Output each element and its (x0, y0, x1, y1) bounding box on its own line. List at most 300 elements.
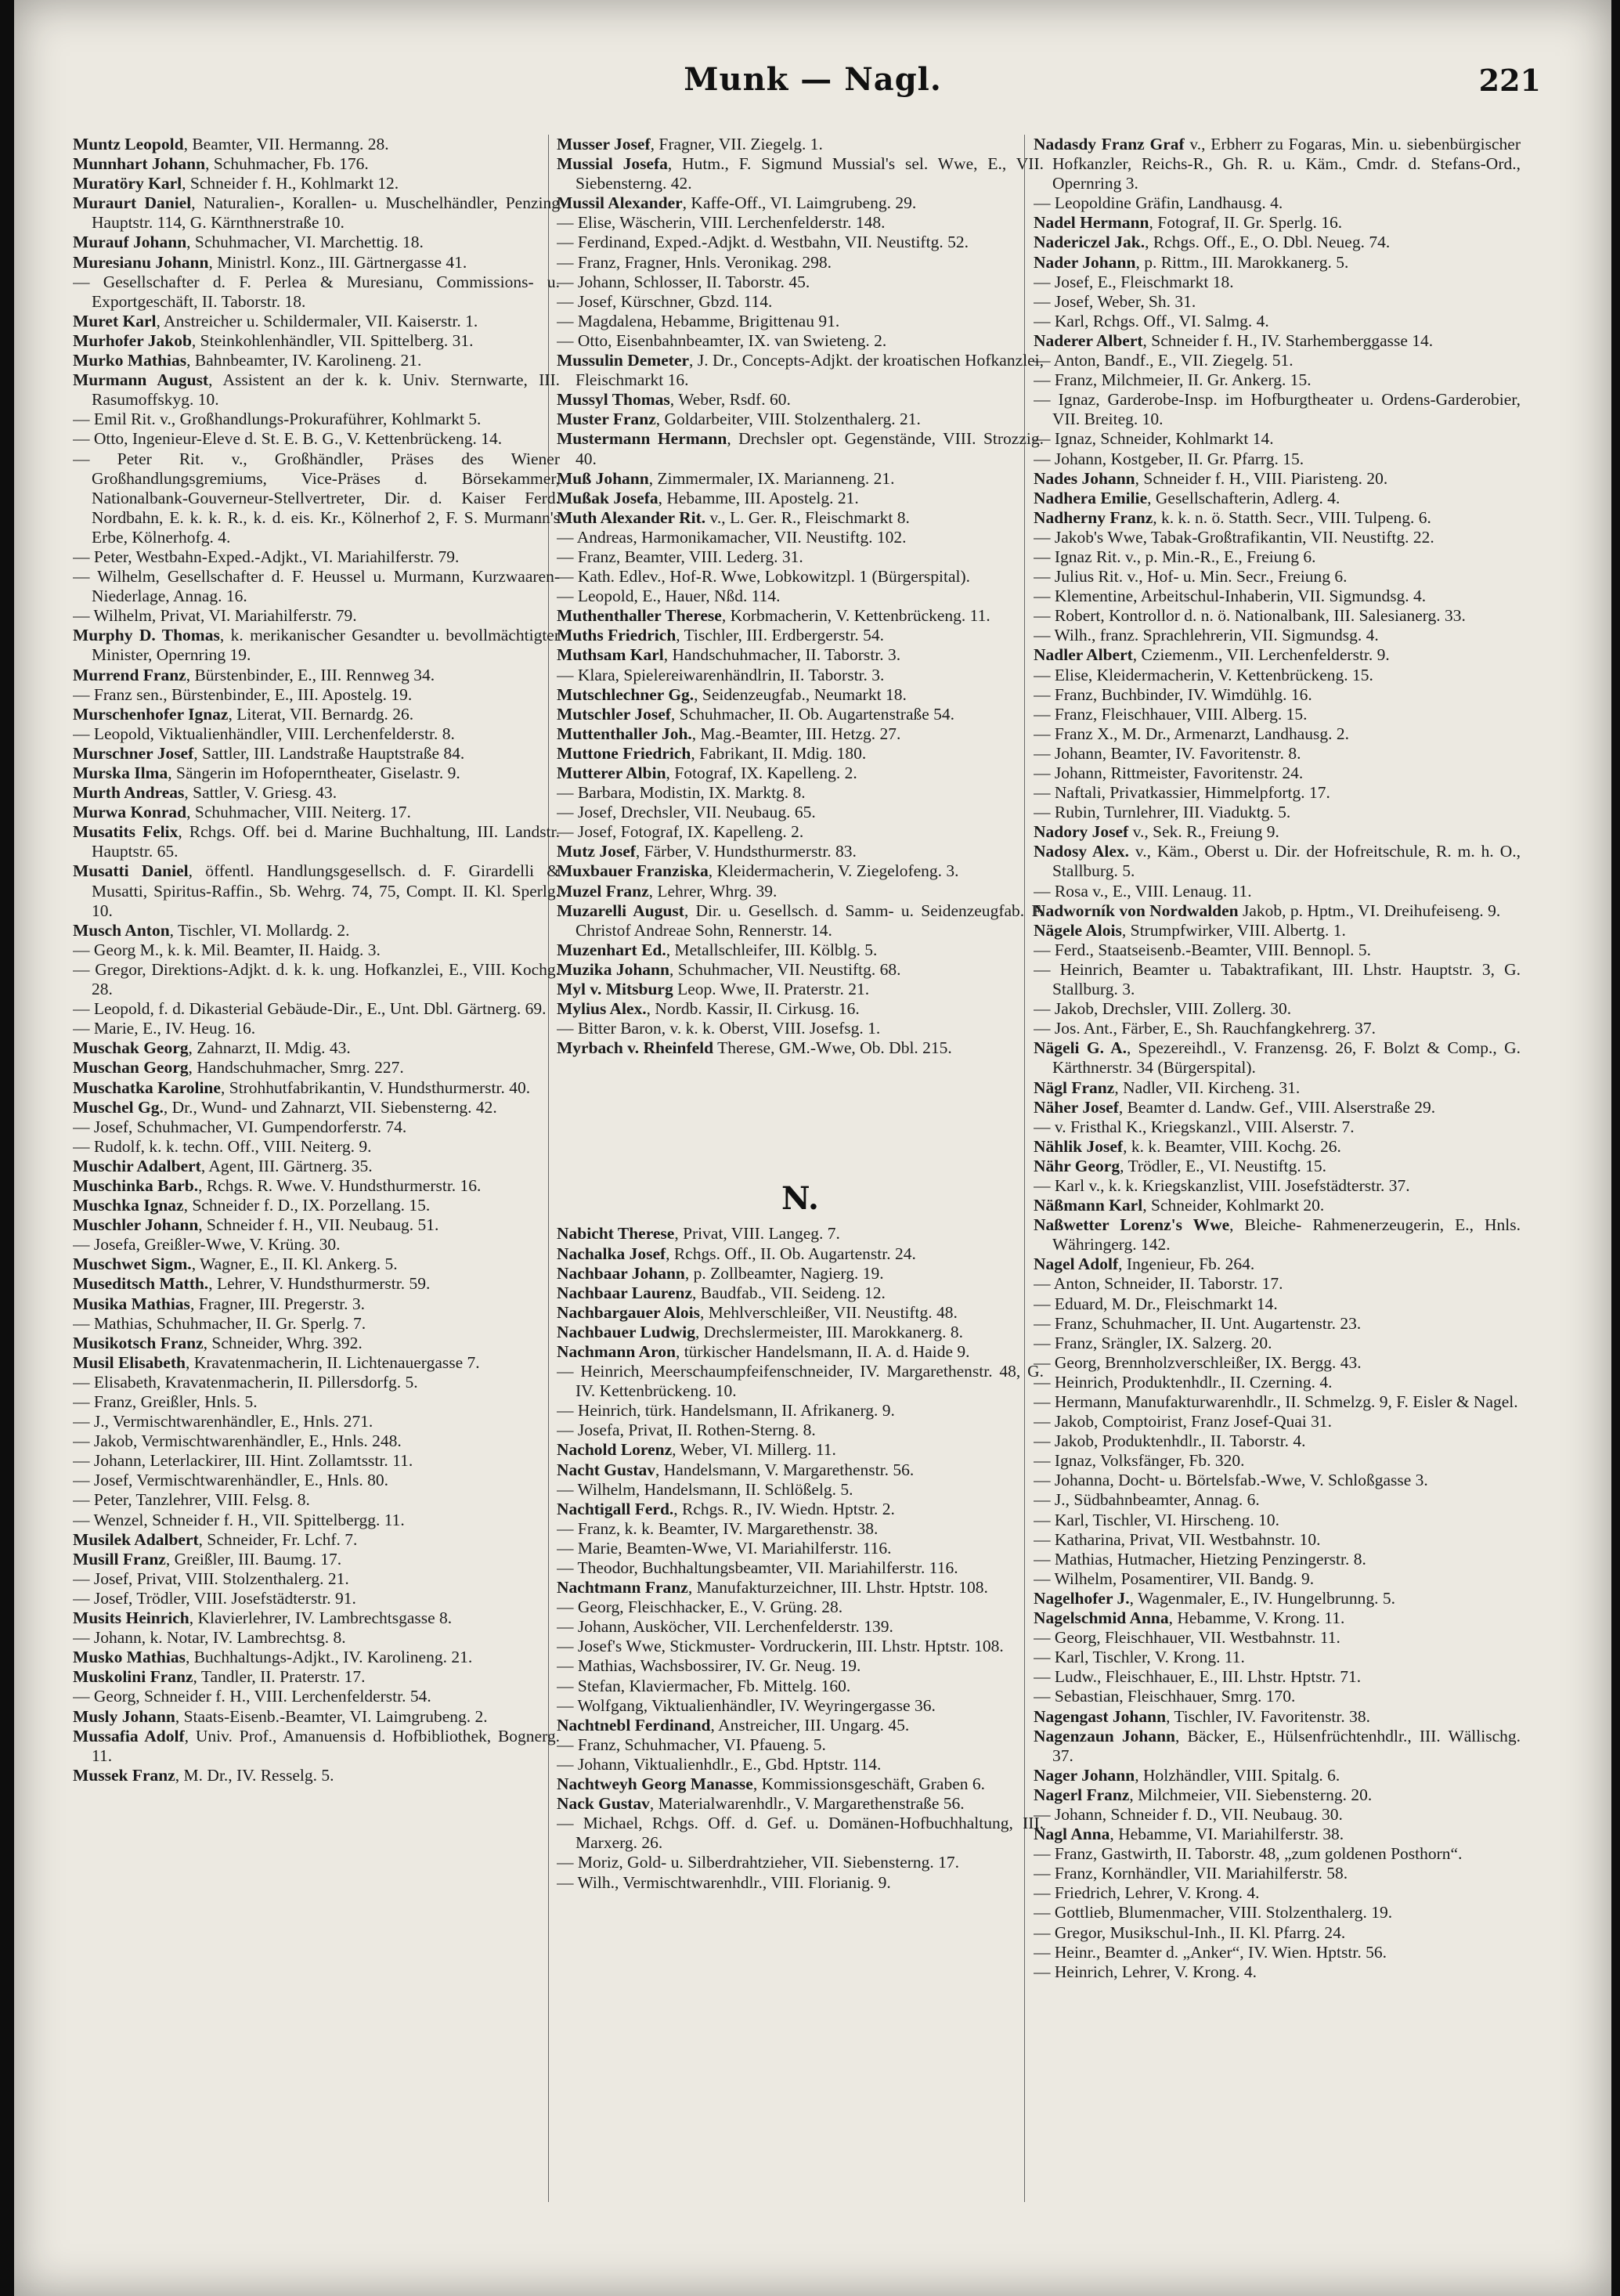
directory-entry (1034, 1883, 1521, 1903)
directory-entry (73, 233, 560, 252)
entry-surname: Nagenzaun Johann (1034, 1726, 1175, 1745)
entry-surname: Nagelhofer J. (1034, 1588, 1130, 1608)
directory-entry (557, 1853, 1044, 1872)
entry-details: , Zahnarzt, II. Mdig. 43. (188, 1038, 351, 1058)
entry-surname: Musill Franz (73, 1549, 166, 1569)
entry-details: , M. Dr., IV. Resselg. 5. (175, 1765, 334, 1785)
entry-details: — Leopoldine Gräfin, Landhausg. 4. (1034, 193, 1283, 213)
directory-entry (1034, 1962, 1521, 1982)
entry-details: , Privat, VIII. Langeg. 7. (674, 1224, 840, 1244)
directory-entry (557, 1303, 1044, 1323)
entry-details: , Tischler, III. Erdbergerstr. 54. (676, 626, 884, 645)
entry-details: Therese, GM.-Wwe, Ob. Dbl. 215. (713, 1038, 952, 1058)
directory-entry (73, 1667, 560, 1687)
entry-surname: Nagerl Franz (1034, 1785, 1130, 1804)
directory-column-3 (1034, 135, 1521, 2233)
entry-details: — Katharina, Privat, VII. Westbahnstr. 10. (1034, 1529, 1321, 1549)
directory-entry (1034, 803, 1521, 822)
entry-details: , Cziemenm., VII. Lerchenfelderstr. 9. (1132, 645, 1390, 665)
entry-surname: Mutz Josef (557, 842, 636, 861)
entry-details: , türkischer Handelsmann, II. A. d. Haide 9. (675, 1341, 970, 1361)
entry-surname: Nager Johann (1034, 1765, 1135, 1785)
entry-surname: Nachalka Josef (557, 1244, 666, 1263)
directory-entry (557, 1362, 1044, 1401)
entry-details: , Nordb. Kassir, II. Cirkusg. 16. (646, 999, 860, 1019)
directory-entry (1034, 764, 1521, 783)
directory-entry (557, 1873, 1044, 1893)
entry-details: — Mathias, Hutmacher, Hietzing Penzingerstr. 8. (1034, 1549, 1366, 1569)
directory-entry (73, 351, 560, 370)
entry-details: — Julius Rit. v., Hof- u. Min. Secr., Freiung 6. (1034, 567, 1348, 587)
directory-entry (1034, 822, 1521, 842)
directory-entry (1034, 783, 1521, 803)
directory-entry (1034, 1785, 1521, 1805)
entry-surname: Musits Heinrich (73, 1608, 189, 1628)
entry-details: , Fragner, III. Pregerstr. 3. (189, 1294, 365, 1313)
entry-surname: Muschel Gg. (73, 1097, 164, 1117)
entry-details: , Ingenieur, Fb. 264. (1118, 1254, 1255, 1274)
entry-details: v., L. Ger. R., Fleischmarkt 8. (705, 507, 910, 527)
directory-entry (557, 1500, 1044, 1519)
directory-entry (73, 547, 560, 567)
directory-entry (73, 1294, 560, 1314)
entry-details: — Franz, Fleischhauer, VIII. Alberg. 15. (1034, 704, 1308, 724)
directory-entry (1034, 253, 1521, 273)
directory-entry (557, 528, 1044, 547)
entry-details: , Ministrl. Konz., III. Gärtnergasse 41. (208, 252, 467, 272)
entry-surname: Musser Josef (557, 135, 651, 153)
entry-surname: Nachtigall Ferd. (557, 1499, 674, 1518)
entry-surname: Nägl Franz (1034, 1078, 1115, 1097)
entry-details: — Ignaz Rit. v., p. Min.-R., E., Freiung 6. (1034, 547, 1316, 566)
directory-entry (557, 567, 1044, 587)
directory-entry (1034, 645, 1521, 665)
entry-surname: Musly Johann (73, 1706, 175, 1726)
entry-details: , k. k. n. ö. Statth. Secr., VIII. Tulpeng. 6. (1153, 507, 1431, 527)
entry-surname: Muret Karl (73, 311, 157, 330)
entry-details: — Heinrich, Lehrer, V. Krong. 4. (1034, 1962, 1257, 1981)
entry-surname: Mussil Alexander (557, 193, 683, 213)
entry-details: — Josef's Wwe, Stickmuster- Vordruckerin, III. Lhstr. Hptstr. 108. (557, 1637, 1004, 1656)
entry-details: , Fotograf, II. Gr. Sperlg. 16. (1149, 213, 1343, 233)
directory-entry (73, 312, 560, 331)
directory-entry (557, 1814, 1044, 1853)
entry-details: — Anton, Bandf., E., VII. Ziegelg. 51. (1034, 351, 1293, 370)
directory-entry (73, 370, 560, 410)
entry-details: , Agent, III. Gärtnerg. 35. (200, 1156, 373, 1175)
entry-details: , Literat, VII. Bernardg. 26. (228, 704, 414, 724)
entry-surname: Nabicht Therese (557, 1224, 675, 1244)
directory-entry (557, 1617, 1044, 1637)
entry-details: — Leopold, f. d. Dikasterial Gebäude-Dir., E., Unt. Dbl. Gärtnerg. 69. (73, 999, 547, 1019)
entry-surname: Muths Friedrich (557, 626, 677, 645)
page-header (14, 56, 1611, 111)
entry-surname: Muntz Leopold (73, 135, 184, 153)
entry-details: — Klara, Spielereiwarenhändlrin, II. Taborstr. 3. (557, 665, 885, 684)
entry-details: , Nadler, VII. Kircheng. 31. (1114, 1078, 1301, 1097)
entry-details: — Ferd., Staatseisenb.-Beamter, VIII. Bennopl. 5. (1034, 940, 1372, 959)
entry-details: — Jos. Ant., Färber, E., Sh. Rauchfangkehrerg. 37. (1034, 1019, 1376, 1038)
directory-entry (73, 1353, 560, 1373)
directory-entry (557, 154, 1044, 193)
entry-details: — Karl v., k. k. Kriegskanzlist, VIII. Josefstädterstr. 37. (1034, 1175, 1410, 1195)
entry-surname: Murschenhofer Ignaz (73, 704, 229, 724)
directory-entry (1034, 469, 1521, 489)
directory-entry (73, 685, 560, 705)
entry-details: — Josef, Weber, Sh. 31. (1034, 291, 1196, 311)
directory-entry (1034, 999, 1521, 1019)
directory-entry (1034, 567, 1521, 587)
entry-surname: Muschak Georg (73, 1038, 189, 1058)
directory-entry (73, 449, 560, 547)
directory-entry (557, 685, 1044, 705)
directory-entry (557, 1716, 1044, 1735)
entry-surname: Muschan Georg (73, 1058, 189, 1078)
directory-entry (1034, 331, 1521, 351)
entry-details: — Johann, Leterlackirer, III. Hint. Zollamtsstr. 11. (73, 1451, 413, 1471)
directory-entry (1034, 1943, 1521, 1962)
entry-details: — Elise, Kleidermacherin, V. Kettenbrückeng. 15. (1034, 665, 1373, 684)
entry-details: — Josef, Drechsler, VII. Neubaug. 65. (557, 803, 816, 822)
entry-surname: Muthenthaller Therese (557, 606, 722, 626)
directory-entry (73, 1431, 560, 1451)
entry-details: — Franz, Srängler, IX. Salzerg. 20. (1034, 1333, 1272, 1352)
directory-entry (1034, 1667, 1521, 1687)
entry-surname: Mutschlechner Gg. (557, 684, 695, 704)
directory-page (14, 0, 1611, 2296)
entry-details: — Josef, Privat, VIII. Stolzenthalerg. 21. (73, 1569, 349, 1588)
directory-entry (1034, 666, 1521, 685)
entry-details: , Schneider, Fr. Lchf. 7. (198, 1529, 358, 1549)
directory-entry (73, 1687, 560, 1706)
entry-surname: Museditsch Matth. (73, 1274, 209, 1294)
directory-entry (557, 1519, 1044, 1539)
directory-entry (1034, 1628, 1521, 1648)
entry-details: , Beamter d. Landw. Gef., VIII. Alserstraße 29. (1118, 1097, 1436, 1117)
entry-surname: Musikotsch Franz (73, 1333, 204, 1352)
entry-details: , Bleiche- Rahmenerzeugerin, E., Hnls. Währingerg. 142. (1052, 1215, 1521, 1254)
entry-surname: Muschinka Barb. (73, 1175, 199, 1195)
directory-entry (73, 193, 560, 233)
directory-entry (557, 1794, 1044, 1814)
directory-entry (557, 1440, 1044, 1460)
directory-entry (557, 587, 1044, 606)
directory-entry (1034, 960, 1521, 999)
directory-entry (1034, 370, 1521, 390)
entry-details: , Handelsmann, V. Margarethenstr. 56. (655, 1460, 915, 1479)
directory-entry (557, 213, 1044, 233)
directory-entry (557, 253, 1044, 273)
entry-surname: Naßwetter Lorenz's Wwe (1034, 1215, 1230, 1235)
directory-entry (73, 135, 560, 154)
entry-surname: Muzarelli August (557, 901, 684, 920)
entry-details: — Leopold, Viktualienhändler, VIII. Lerchenfelderstr. 8. (73, 724, 455, 743)
directory-entry (73, 273, 560, 312)
directory-entry (1034, 1923, 1521, 1943)
entry-details: , Klavierlehrer, IV. Lambrechtsgasse 8. (189, 1608, 453, 1628)
entry-details: , Baudfab., VII. Seideng. 12. (692, 1283, 886, 1302)
entry-details: — Josef, Fotograf, IX. Kapelleng. 2. (557, 822, 804, 842)
entry-details: , Materialwarenhdlr., V. Margarethenstraße 56. (649, 1794, 965, 1814)
directory-entry (1034, 1019, 1521, 1038)
entry-details: , Schneider f. H., IV. Starhemberggasse 14. (1142, 330, 1434, 350)
entry-surname: Muttenthaller Joh. (557, 724, 692, 743)
directory-entry (557, 783, 1044, 803)
directory-entry (557, 764, 1044, 783)
entry-details: — Kath. Edlev., Hof-R. Wwe, Lobkowitzpl. 1 (Bürgerspital). (557, 567, 971, 587)
entry-details: , Hebamme, VI. Mariahilferstr. 38. (1109, 1825, 1344, 1844)
entry-details: — Franz, Greißler, Hnls. 5. (73, 1392, 258, 1411)
entry-details: — Ignaz, Schneider, Kohlmarkt 14. (1034, 429, 1274, 449)
directory-entry (73, 999, 560, 1019)
entry-details: , Kravatenmacherin, II. Lichtenauergasse 7. (185, 1352, 480, 1372)
entry-details: , Rchgs. R., IV. Wiedn. Hptstr. 2. (673, 1499, 895, 1518)
entry-surname: Muskolini Franz (73, 1667, 193, 1687)
directory-entry (1034, 233, 1521, 252)
entry-details: — Peter Rit. v., Großhändler, Präses des Wiener Großhandlungsgremiums, Vice-Präses d. Börsekammer, Nationalbank-Gouverneur-Stellvertreter, Dir. d. Kaiser Ferd. Nordbahn, E. k. k. R., k. d. eis. Kr., Kölnerhof 2, F. S. Murmann's Erbe, Kölnerhofg. 4. (73, 449, 560, 547)
directory-entry (1034, 1294, 1521, 1314)
directory-entry (557, 193, 1044, 213)
entry-surname: Nadericzel Jak. (1034, 233, 1146, 252)
entry-details: , Anstreicher, III. Ungarg. 45. (710, 1715, 910, 1735)
entry-details: , Anstreicher u. Schildermaler, VII. Kaiserstr. 1. (156, 311, 478, 330)
directory-entry (557, 606, 1044, 626)
directory-entry (557, 1401, 1044, 1421)
entry-details: — Ignaz, Garderobe-Insp. im Hofburgtheater u. Ordens-Garderobier, VII. Breiteg. 10. (1034, 390, 1521, 429)
directory-entry (73, 1608, 560, 1628)
directory-entry (557, 744, 1044, 764)
directory-entry (557, 273, 1044, 292)
entry-details: — Johanna, Docht- u. Börtelsfab.-Wwe, V. Schloßgasse 3. (1034, 1471, 1428, 1490)
entry-details: , Schuhmacher, VII. Neustiftg. 68. (669, 959, 901, 979)
directory-entry (557, 489, 1044, 508)
directory-entry (73, 1098, 560, 1117)
entry-details: — Franz, Milchmeier, II. Gr. Ankerg. 15. (1034, 370, 1312, 390)
directory-entry (1034, 489, 1521, 508)
entry-details: , Beamter, VII. Hermanng. 28. (183, 135, 389, 153)
entry-details: — Josef, Trödler, VIII. Josefstädterstr. 91. (73, 1588, 356, 1608)
entry-details: — Jakob, Comptoirist, Franz Josef-Quai 31. (1034, 1412, 1332, 1431)
entry-details: , Bäcker, E., Hülsenfrüchtenhdlr., III. Wällischg. 37. (1052, 1726, 1521, 1765)
entry-details: , Goldarbeiter, VIII. Stolzenthalerg. 21. (655, 410, 921, 429)
entry-surname: Myrbach v. Rheinfeld (557, 1038, 714, 1058)
entry-surname: Nachbaar Johann (557, 1263, 685, 1283)
directory-entry (73, 921, 560, 940)
entry-details: — Heinr., Beamter d. „Anker“, IV. Wien. Hptstr. 56. (1034, 1942, 1387, 1962)
directory-entry (73, 705, 560, 724)
entry-surname: Murrend Franz (73, 665, 186, 684)
directory-entry (557, 626, 1044, 645)
entry-details: — Johann, Ausköcher, VII. Lerchenfelderstr. 139. (557, 1617, 893, 1637)
directory-entry (557, 822, 1044, 842)
entry-details: — Jakob, Vermischtwarenhändler, E., Hnls. 248. (73, 1431, 402, 1451)
entry-surname: Murschner Josef (73, 743, 194, 763)
entry-surname: Musilek Adalbert (73, 1529, 199, 1549)
directory-entry (557, 508, 1044, 528)
entry-details: , Dir. u. Gesellsch. d. Samm- u. Seidenzeugfab. F. Christof Andreae Sohn, Rennerstr. 14. (575, 901, 1044, 940)
directory-entry (1034, 351, 1521, 370)
entry-details: , Fabrikant, II. Mdig. 180. (691, 743, 867, 763)
entry-details: , Kaffe-Off., VI. Laimgrubeng. 29. (682, 193, 917, 213)
directory-entry (73, 1254, 560, 1274)
directory-entry (73, 410, 560, 429)
entry-details: , Buchhaltungs-Adjkt., IV. Karolineng. 21. (185, 1648, 473, 1667)
entry-details: — Franz, k. k. Beamter, IV. Margarethenstr. 38. (557, 1518, 879, 1538)
entry-details: , Lehrer, Whrg. 39. (648, 881, 778, 901)
directory-entry (557, 1578, 1044, 1597)
directory-entry (557, 861, 1044, 881)
directory-entry (1034, 940, 1521, 960)
directory-entry (1034, 1451, 1521, 1471)
entry-surname: Nadory Josef (1034, 822, 1129, 842)
entry-details: , Steinkohlenhändler, VII. Spittelberg. 31. (191, 330, 474, 350)
directory-entry (73, 1707, 560, 1727)
entry-details: — Franz, Fragner, Hnls. Veronikag. 298. (557, 252, 832, 272)
entry-details: — Karl, Rchgs. Off., VI. Salmg. 4. (1034, 311, 1269, 330)
entry-details: — Theodor, Buchhaltungsbeamter, VII. Mariahilferstr. 116. (557, 1558, 958, 1577)
entry-details: — Stefan, Klaviermacher, Fb. Mittelg. 160. (557, 1676, 851, 1695)
directory-entry (73, 1038, 560, 1058)
entry-surname: Munnhart Johann (73, 154, 206, 174)
entry-details: — Hermann, Manufakturwarenhdlr., II. Schmelzg. 9, F. Eisler & Nagel. (1034, 1392, 1518, 1411)
directory-entry (73, 606, 560, 626)
directory-entry (557, 1774, 1044, 1794)
entry-details: , Spezereihdl., V. Franzensg. 26, F. Bolzt & Comp., G. Kärthnerstr. 34 (Bürgerspital). (1052, 1038, 1521, 1078)
directory-entry (1034, 626, 1521, 645)
entry-details: , Färber, V. Hundsthurmerstr. 83. (635, 842, 857, 861)
entry-details: , Mag.-Beamter, III. Hetzg. 27. (691, 724, 901, 743)
directory-entry (73, 960, 560, 999)
entry-details: — Franz, Schuhmacher, II. Unt. Augartenstr. 23. (1034, 1313, 1362, 1333)
entry-details: — Friedrich, Lehrer, V. Krong. 4. (1034, 1883, 1260, 1903)
entry-details: , Tischler, VI. Mollardg. 2. (169, 920, 350, 940)
directory-entry (1034, 508, 1521, 528)
entry-surname: Muratöry Karl (73, 174, 182, 193)
entry-details: , Strumpfwirker, VIII. Albertg. 1. (1121, 920, 1346, 940)
entry-details: — Otto, Ingenieur-Eleve d. St. E. B. G., V. Kettenbrückeng. 14. (73, 429, 503, 449)
entry-details: — Peter, Tanzlehrer, VIII. Felsg. 8. (73, 1490, 310, 1510)
entry-details: — Anton, Schneider, II. Taborstr. 17. (1034, 1274, 1283, 1294)
directory-entry (73, 1196, 560, 1215)
entry-surname: Muthsam Karl (557, 645, 664, 665)
directory-entry (557, 980, 1044, 999)
running-title: Munk — Nagl. (684, 61, 942, 98)
directory-entry (1034, 842, 1521, 881)
entry-details: , k. merikanischer Gesandter u. bevollmächtigter Minister, Opernring 19. (92, 626, 560, 665)
entry-surname: Nagelschmid Anna (1034, 1608, 1169, 1628)
directory-entry (1034, 390, 1521, 429)
directory-entry (1034, 1569, 1521, 1589)
directory-entry (557, 666, 1044, 685)
entry-details: , Greißler, III. Baumg. 17. (165, 1549, 342, 1569)
entry-details: — Otto, Eisenbahnbeamter, IX. van Swieteng. 2. (557, 330, 887, 350)
entry-details: — Georg, Fleischhacker, E., V. Grüng. 28. (557, 1597, 843, 1617)
entry-details: , Kommissionsgeschäft, Graben 6. (752, 1774, 985, 1794)
directory-entry (73, 861, 560, 920)
entry-details: — Franz, Gastwirth, II. Taborstr. 48, „zum goldenen Posthorn“. (1034, 1844, 1463, 1864)
entry-details: — Johann, Kostgeber, II. Gr. Pfarrg. 15. (1034, 449, 1304, 468)
entry-surname: Näher Josef (1034, 1097, 1119, 1117)
entry-details: — Georg, Brennholzverschleißer, IX. Bergg. 43. (1034, 1352, 1362, 1372)
entry-details: , Strohhutfabrikantin, V. Hundsthurmerstr. 40. (220, 1078, 531, 1097)
directory-entry (1034, 1176, 1521, 1196)
entry-details: , Drechslermeister, III. Marokkanerg. 8. (695, 1322, 964, 1341)
entry-details: — Franz, Kornhändler, VII. Mariahilferstr. 58. (1034, 1864, 1348, 1883)
entry-details: — Josef, Schuhmacher, VI. Gumpendorferstr. 74. (73, 1117, 407, 1136)
entry-details: — Marie, E., IV. Heug. 16. (73, 1019, 256, 1038)
directory-entry (73, 1314, 560, 1334)
entry-details: — Klementine, Arbeitschul-Inhaberin, VII. Sigmundsg. 4. (1034, 587, 1427, 606)
entry-details: — Jakob, Drechsler, VIII. Zollerg. 30. (1034, 999, 1292, 1019)
entry-details: , Schneider, Kohlmarkt 20. (1142, 1196, 1325, 1215)
entry-details: — Georg M., k. k. Mil. Beamter, II. Haidg. 3. (73, 940, 381, 959)
entry-surname: Nachbauer Ludwig (557, 1322, 696, 1341)
directory-entry (73, 1648, 560, 1667)
entry-surname: Nagengast Johann (1034, 1706, 1167, 1726)
entry-details: — J., Vermischtwarenhändler, E., Hnls. 271. (73, 1412, 373, 1431)
directory-entry (557, 803, 1044, 822)
entry-surname: Nadler Albert (1034, 645, 1133, 665)
entry-details: , Bürstenbinder, E., III. Rennweg 34. (186, 665, 435, 684)
entry-surname: Muresianu Johann (73, 252, 209, 272)
entry-surname: Musch Anton (73, 920, 170, 940)
directory-entry (557, 233, 1044, 252)
directory-entry (1034, 1078, 1521, 1098)
directory-entry (1034, 1707, 1521, 1727)
directory-entry (1034, 901, 1521, 921)
entry-details: — Wenzel, Schneider f. H., VII. Spittelbergg. 11. (73, 1510, 405, 1529)
entry-details: , Manufakturzeichner, III. Lhstr. Hptstr. 108. (687, 1578, 988, 1597)
directory-entry (557, 292, 1044, 312)
entry-surname: Nägeli G. A. (1034, 1038, 1127, 1058)
directory-entry (1034, 1038, 1521, 1078)
entry-details: — Gregor, Musikschul-Inh., II. Kl. Pfarrg. 24. (1034, 1922, 1346, 1942)
directory-entry (1034, 1550, 1521, 1569)
directory-entry (1034, 606, 1521, 626)
directory-entry (1034, 1687, 1521, 1706)
entry-details: , Drechsler opt. Gegenstände, VIII. Strozzig. 40. (575, 429, 1044, 468)
entry-surname: Nader Johann (1034, 252, 1136, 272)
entry-surname: Muschir Adalbert (73, 1156, 201, 1175)
directory-entry (557, 1480, 1044, 1500)
section-letter-heading: N. (781, 1180, 819, 1218)
section-spacer (557, 1058, 1044, 1175)
directory-entry (557, 1637, 1044, 1656)
directory-entry (1034, 744, 1521, 764)
entry-details: , Naturalien-, Korallen- u. Muschelhändler, Penzing Hauptstr. 114, G. Kärnthnerstraße 10. (92, 193, 560, 233)
directory-entry (1034, 1471, 1521, 1490)
entry-details: — Josef, Vermischtwarenhändler, E., Hnls. 80. (73, 1471, 388, 1490)
entry-details: , Tandler, II. Praterstr. 17. (193, 1667, 366, 1687)
entry-details: — Elisabeth, Kravatenmacherin, II. Pillersdorfg. 5. (73, 1372, 418, 1392)
entry-details: — Naftali, Privatkassier, Himmelpfortg. 17. (1034, 783, 1330, 803)
directory-entry (73, 1550, 560, 1569)
entry-surname: Myl v. Mitsburg (557, 980, 673, 999)
entry-details: , Wagenmaler, E., IV. Hungelbrunng. 5. (1129, 1588, 1395, 1608)
entry-details: — Peter, Westbahn-Exped.-Adjkt., VI. Mariahilferstr. 79. (73, 547, 460, 566)
directory-entry (1034, 429, 1521, 449)
entry-surname: Muth Alexander Rit. (557, 507, 706, 527)
entry-surname: Nacht Gustav (557, 1460, 656, 1479)
directory-entry (1034, 882, 1521, 901)
entry-surname: Muzenhart Ed. (557, 940, 666, 959)
directory-entry (73, 940, 560, 960)
entry-surname: Näßmann Karl (1034, 1196, 1143, 1215)
directory-entry (73, 429, 560, 449)
entry-details: , Kleidermacherin, V. Ziegelofeng. 3. (708, 861, 959, 881)
entry-details: — Karl, Tischler, VI. Hirscheng. 10. (1034, 1510, 1280, 1529)
directory-entry (557, 1597, 1044, 1617)
